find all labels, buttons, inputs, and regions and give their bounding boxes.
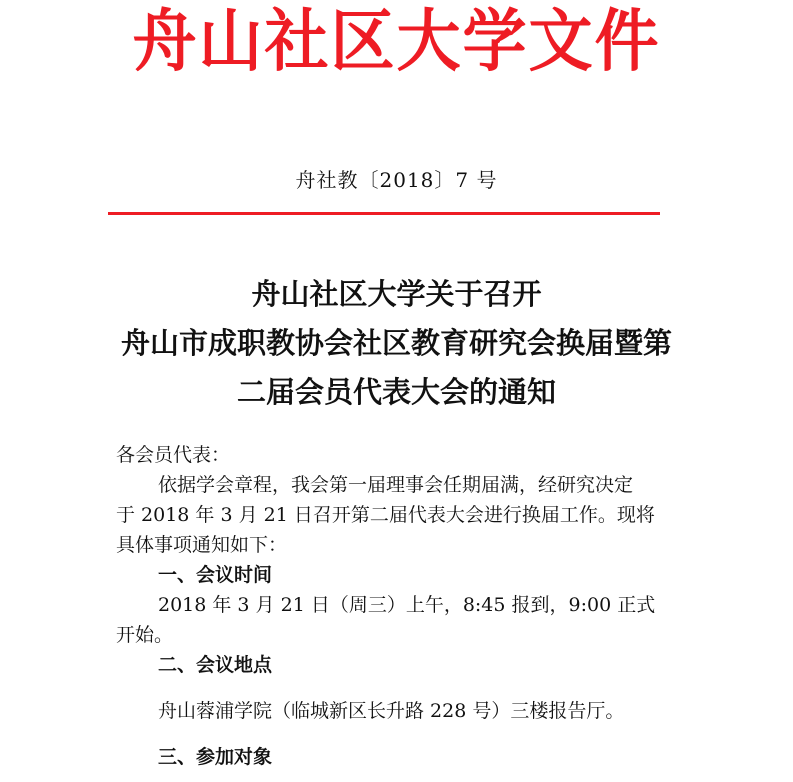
notice-title-line-1: 舟山社区大学关于召开 <box>251 277 542 311</box>
section-time-line-2: 开始。 <box>116 624 174 646</box>
section-time-line-1: 2018 年 3 月 21 日（周三）上午，8:45 报到，9:00 正式 <box>158 594 656 616</box>
salutation: 各会员代表： <box>116 444 231 466</box>
section-location-line-1: 舟山蓉浦学院（临城新区长升路 228 号）三楼报告厅。 <box>158 700 625 722</box>
intro-line-3: 具体事项通知如下： <box>116 534 288 556</box>
notice-title-line-3: 二届会员代表大会的通知 <box>236 375 556 409</box>
notice-body <box>116 440 688 772</box>
notice-title <box>0 270 793 417</box>
section-heading-time: 一、会议时间 <box>158 564 273 586</box>
document-number: 舟社教〔2018〕7 号 <box>295 168 498 192</box>
section-heading-location: 二、会议地点 <box>158 654 273 676</box>
red-divider-line <box>108 212 660 215</box>
intro-line-2: 于 2018 年 3 月 21 日召开第二届代表大会进行换届工作。现将 <box>116 504 655 526</box>
section-heading-attendees: 三、参加对象 <box>158 746 273 768</box>
section-spacer <box>116 726 688 742</box>
notice-title-line-2: 舟山市成职教协会社区教育研究会换届暨第 <box>120 326 672 360</box>
document-header-title: 舟山社区大学文件 <box>132 1 661 82</box>
intro-line-1: 依据学会章程，我会第一届理事会任期届满，经研究决定 <box>158 474 634 496</box>
section-spacer <box>116 680 688 696</box>
